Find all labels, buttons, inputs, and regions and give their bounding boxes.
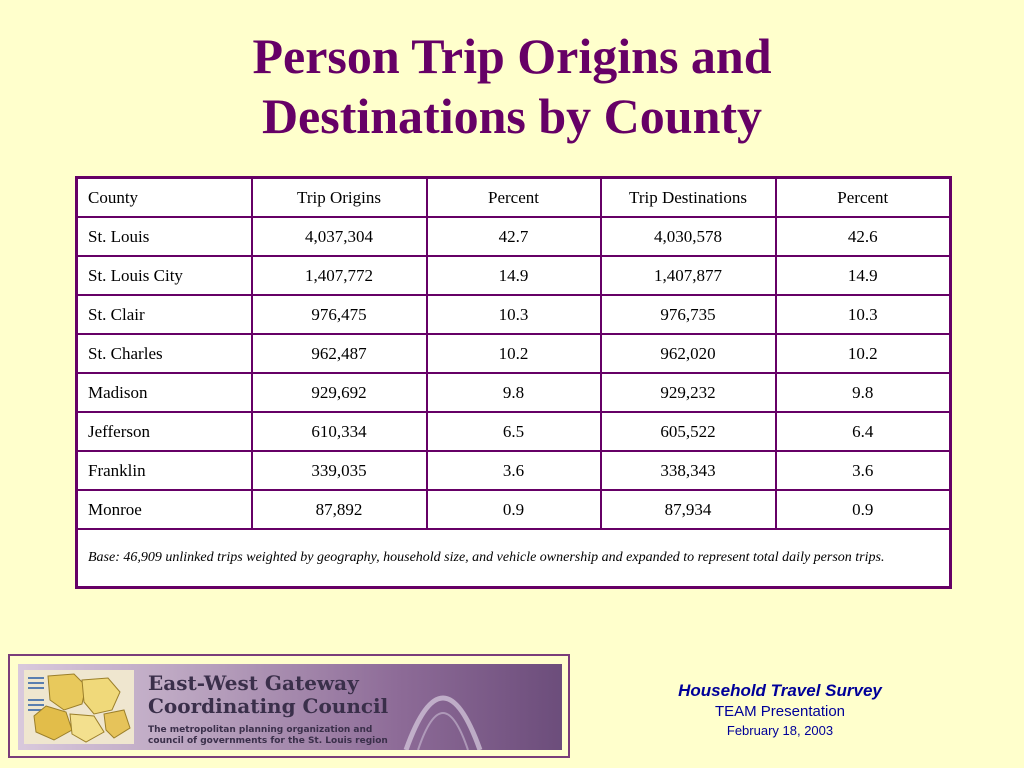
cell-trip-origins: 976,475 bbox=[252, 295, 427, 334]
cell-county: St. Clair bbox=[77, 295, 252, 334]
footer-survey-title: Household Travel Survey bbox=[678, 681, 882, 700]
header-trip-origins: Trip Origins bbox=[252, 178, 427, 218]
table-row bbox=[77, 373, 951, 412]
cell-county: St. Louis City bbox=[77, 256, 252, 295]
cell-origins-percent: 3.6 bbox=[427, 451, 601, 490]
cell-origins-percent: 6.5 bbox=[427, 412, 601, 451]
cell-destinations-percent: 14.9 bbox=[776, 256, 951, 295]
cell-county: Madison bbox=[77, 373, 252, 412]
footer-presentation: TEAM Presentation bbox=[714, 703, 846, 720]
cell-trip-origins: 339,035 bbox=[252, 451, 427, 490]
table-row bbox=[77, 451, 951, 490]
logo-frame bbox=[8, 654, 570, 758]
cell-origins-percent: 14.9 bbox=[427, 256, 601, 295]
slide-title-line-1: Person Trip Origins and bbox=[252, 28, 772, 84]
cell-trip-origins: 1,407,772 bbox=[252, 256, 427, 295]
cell-origins-percent: 10.3 bbox=[427, 295, 601, 334]
table-row bbox=[77, 256, 951, 295]
cell-destinations-percent: 6.4 bbox=[776, 412, 951, 451]
cell-trip-destinations: 605,522 bbox=[601, 412, 776, 451]
cell-trip-destinations: 1,407,877 bbox=[601, 256, 776, 295]
region-map-icon bbox=[24, 670, 134, 744]
cell-trip-origins: 929,692 bbox=[252, 373, 427, 412]
cell-trip-origins: 610,334 bbox=[252, 412, 427, 451]
cell-county: Jefferson bbox=[77, 412, 252, 451]
logo-name-line-1: East-West Gateway bbox=[148, 671, 359, 695]
logo-name-line-2: Coordinating Council bbox=[148, 694, 389, 718]
cell-county: St. Louis bbox=[77, 217, 252, 256]
table-row bbox=[77, 217, 951, 256]
table-note: Base: 46,909 unlinked trips weighted by geography, household size, and vehicle ownership and expanded to represent total daily person trips. bbox=[77, 529, 951, 588]
header-trip-destinations: Trip Destinations bbox=[601, 178, 776, 218]
cell-trip-origins: 87,892 bbox=[252, 490, 427, 529]
cell-trip-destinations: 962,020 bbox=[601, 334, 776, 373]
header-county: County bbox=[77, 178, 252, 218]
east-west-gateway-logo bbox=[18, 664, 562, 750]
footer-date: February 18, 2003 bbox=[726, 723, 834, 738]
table-header-row bbox=[77, 178, 951, 218]
slide-title-line-2: Destinations by County bbox=[261, 88, 763, 144]
cell-trip-destinations: 976,735 bbox=[601, 295, 776, 334]
cell-county: St. Charles bbox=[77, 334, 252, 373]
table-row bbox=[77, 412, 951, 451]
cell-trip-destinations: 87,934 bbox=[601, 490, 776, 529]
logo-tagline bbox=[148, 725, 388, 747]
footer bbox=[590, 680, 970, 740]
gateway-arch-icon bbox=[398, 666, 488, 750]
slide-title bbox=[0, 26, 1024, 146]
cell-origins-percent: 9.8 bbox=[427, 373, 601, 412]
cell-trip-destinations: 929,232 bbox=[601, 373, 776, 412]
table-row bbox=[77, 334, 951, 373]
cell-county: Monroe bbox=[77, 490, 252, 529]
logo-tagline-line-2: council of governments for the St. Louis region bbox=[148, 736, 388, 746]
cell-destinations-percent: 0.9 bbox=[776, 490, 951, 529]
cell-origins-percent: 0.9 bbox=[427, 490, 601, 529]
trip-table bbox=[75, 176, 952, 589]
cell-destinations-percent: 3.6 bbox=[776, 451, 951, 490]
logo-organization-name bbox=[148, 672, 388, 718]
cell-trip-origins: 4,037,304 bbox=[252, 217, 427, 256]
header-origins-percent: Percent bbox=[427, 178, 601, 218]
table-row bbox=[77, 490, 951, 529]
cell-trip-origins: 962,487 bbox=[252, 334, 427, 373]
table-row bbox=[77, 295, 951, 334]
logo-tagline-line-1: The metropolitan planning organization and bbox=[148, 725, 373, 735]
header-destinations-percent: Percent bbox=[776, 178, 951, 218]
cell-destinations-percent: 10.3 bbox=[776, 295, 951, 334]
cell-destinations-percent: 9.8 bbox=[776, 373, 951, 412]
cell-destinations-percent: 10.2 bbox=[776, 334, 951, 373]
cell-trip-destinations: 338,343 bbox=[601, 451, 776, 490]
cell-destinations-percent: 42.6 bbox=[776, 217, 951, 256]
cell-county: Franklin bbox=[77, 451, 252, 490]
cell-trip-destinations: 4,030,578 bbox=[601, 217, 776, 256]
cell-origins-percent: 10.2 bbox=[427, 334, 601, 373]
table-note-row bbox=[77, 529, 951, 588]
cell-origins-percent: 42.7 bbox=[427, 217, 601, 256]
